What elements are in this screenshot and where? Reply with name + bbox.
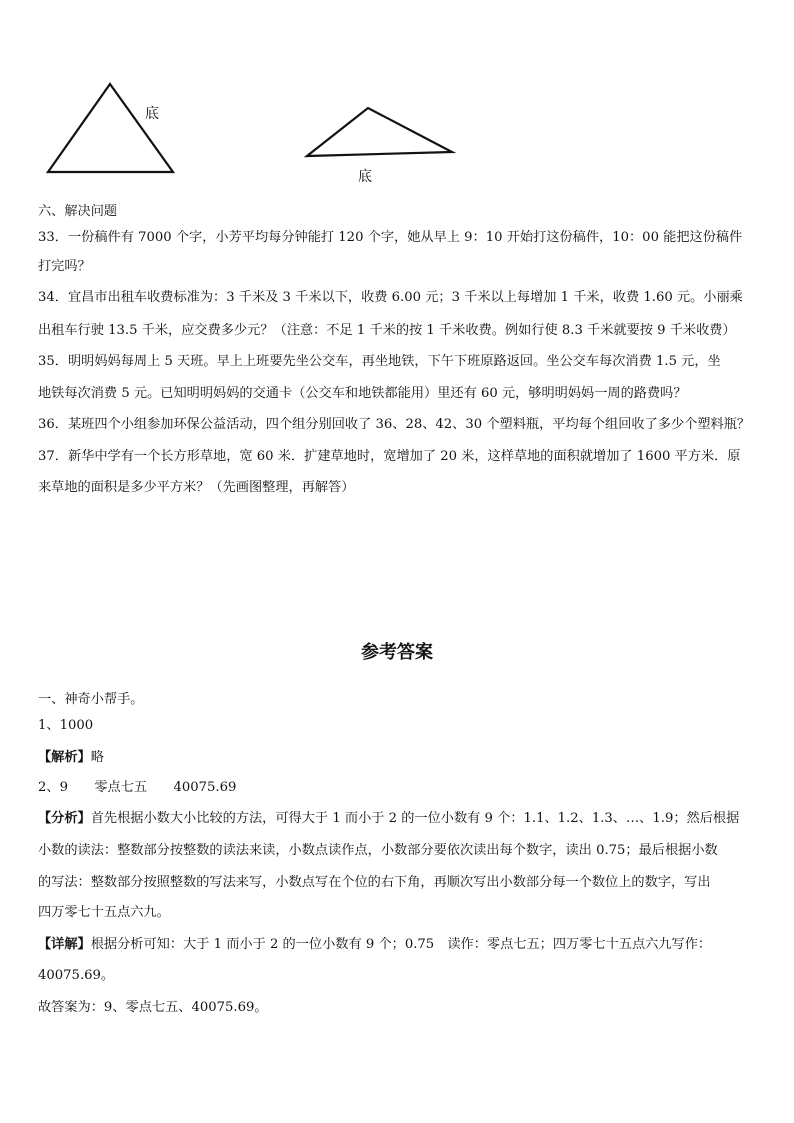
xiangjie-text: 根据分析可知：大于 1 而小于 2 的一位小数有 9 个；0.75 读作：零点七五；四万零七十五点六九写作：	[90, 937, 712, 952]
fenxi-text: 首先根据小数大小比较的方法，可得大于 1 而小于 2 的一位小数有 9 个：1.1、1.2、1.3、…、1.9；然后根据	[90, 811, 740, 826]
question-35-line-2: 地铁每次消费 5 元。已知明明妈妈的交通卡（公交车和地铁都能用）里还有 60 元，够明明妈妈一周的路费吗？	[38, 386, 687, 401]
question-33-line-1: 33．一份稿件有 7000 个字，小芳平均每分钟能打 120 个字，她从早上 9：10 开始打这份稿件，10：00 能把这份稿件	[38, 230, 743, 245]
triangle-figure-1	[40, 78, 190, 178]
fenxi-tag: 【分析】	[38, 811, 91, 826]
answer-2-xiangjie-line-2: 40075.69。	[38, 968, 115, 983]
question-34-line-1: 34．宜昌市出租车收费标准为：3 千米及 3 千米以下，收费 6.00 元；3 千米以上每增加 1 千米，收费 1.60 元。小丽乘	[38, 290, 743, 305]
analysis-tag: 【解析】	[38, 750, 91, 765]
question-35-line-1: 35．明明妈妈每周上 5 天班。早上上班要先坐公交车，再坐地铁，下午下班原路返回。坐公交车每次消费 1.5 元，坐	[38, 354, 721, 369]
answer-2-final: 故答案为：9、零点七五、40075.69。	[38, 1000, 268, 1015]
question-37-line-1: 37．新华中学有一个长方形草地，宽 60 米．扩建草地时，宽增加了 20 米，这样草地的面积就增加了 1600 平方米．原	[38, 449, 741, 464]
section-6-heading: 六、解决问题	[38, 204, 118, 219]
answer-2: 2、9 零点七五 40075.69	[38, 780, 237, 795]
answer-1: 1、1000	[38, 718, 94, 733]
question-34-line-2: 出租车行驶 13.5 千米，应交费多少元？（注意：不足 1 千米的按 1 千米收费。例如行使 8.3 千米就要按 9 千米收费）	[38, 323, 736, 338]
answer-2-fenxi-line-3: 的写法：整数部分按照整数的写法来写，小数点写在个位的右下角，再顺次写出小数部分每一个数位上的数字，写出	[38, 875, 711, 890]
question-36-line-1: 36．某班四个小组参加环保公益活动，四个组分别回收了 36、28、42、30 个塑料瓶，平均每个组回收了多少个塑料瓶？	[38, 417, 751, 432]
triangle-2-base-label: 底	[358, 169, 372, 185]
answer-1-analysis	[38, 749, 758, 767]
question-37-line-2: 来草地的面积是多少平方米？（先画图整理，再解答）	[38, 480, 355, 495]
answers-title: 参考答案	[361, 642, 433, 663]
answer-2-xiangjie-line-1	[38, 936, 758, 954]
xiangjie-tag: 【详解】	[38, 937, 91, 952]
answer-2-fenxi-line-4: 四万零七十五点六九。	[38, 905, 170, 920]
answer-2-fenxi-line-1	[38, 810, 758, 828]
analysis-text: 略	[90, 750, 104, 765]
question-33-line-2: 打完吗？	[38, 259, 91, 274]
triangle-figure-2	[300, 100, 460, 162]
triangle-1-base-label: 底	[145, 106, 159, 122]
answer-2-fenxi-line-2: 小数的读法：整数部分按整数的读法来读，小数点读作点，小数部分要依次读出每个数字，读出 0.75；最后根据小数	[38, 843, 718, 858]
answers-part-1-heading: 一、神奇小帮手。	[38, 692, 144, 707]
